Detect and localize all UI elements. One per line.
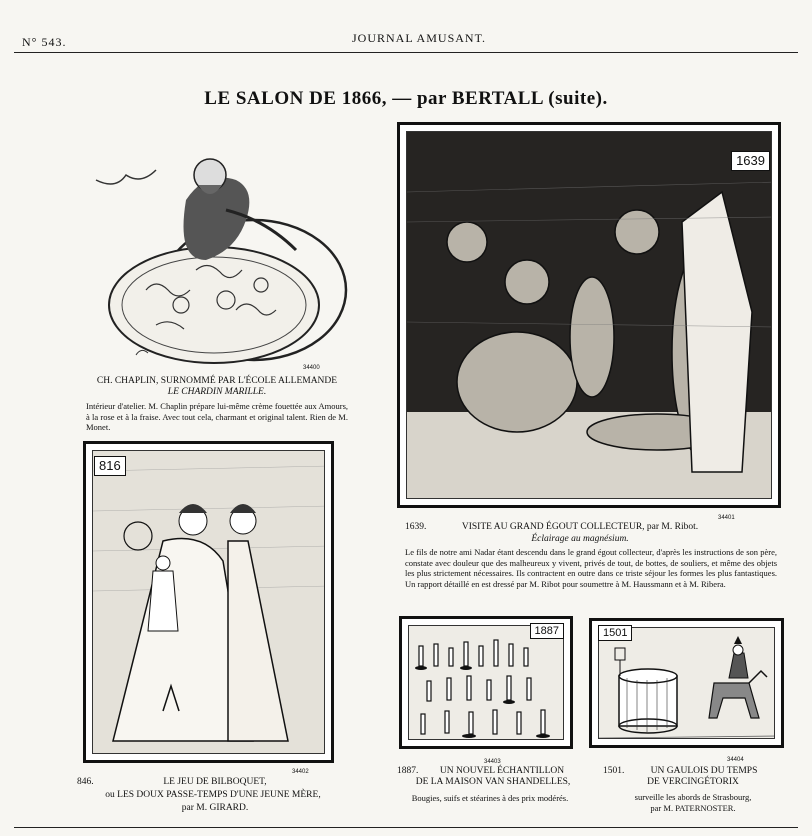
plate-bilboquet-frame [83, 441, 334, 763]
bilboquet-number: 846. [77, 777, 94, 787]
egout-plate-tag: 1639 [731, 151, 770, 171]
egout-caption-title: VISITE AU GRAND ÉGOUT COLLECTEUR, par M. Ribot. [461, 522, 699, 532]
bilboquet-caption-subtitle: ou LES DOUX PASSE-TEMPS D'UNE JEUNE MÈRE, [105, 790, 321, 800]
footer-rule [14, 827, 798, 828]
plate-chandelles-illustration [409, 626, 564, 740]
gaulois-caption-title: UN GAULOIS DU TEMPS [650, 766, 758, 776]
plate-chaplin-illustration [86, 140, 348, 366]
journal-title: JOURNAL AMUSANT. [352, 31, 487, 45]
chaplin-caption-title: CH. CHAPLIN, SURNOMMÉ PAR L'ÉCOLE ALLEMANDE [96, 376, 338, 386]
chaplin-engraver-number: 34400 [303, 365, 320, 371]
chaplin-caption-subtitle: LE CHARDIN MARILLE. [167, 387, 267, 397]
plate-gaulois-frame [589, 618, 784, 748]
gaulois-caption-subtitle: DE VERCINGÉTORIX [647, 777, 739, 787]
chandelles-number: 1887. [397, 766, 419, 776]
egout-caption-subtitle: Éclairage au magnésium. [531, 534, 629, 544]
page-title: LE SALON DE 1866, — par BERTALL (suite). [204, 88, 608, 109]
gaulois-description: surveille les abords de Strasbourg, [634, 792, 752, 802]
egout-engraver-number: 34401 [718, 515, 735, 521]
chandelles-caption-subtitle: DE LA MAISON VAN SHANDELLES, [415, 777, 571, 787]
chandelles-plate-tag: 1887 [530, 623, 564, 639]
chandelles-caption-title: UN NOUVEL ÉCHANTILLON [439, 766, 565, 776]
chaplin-description: Intérieur d'atelier. M. Chaplin prépare lui-même crème fouettée aux Amours, à la rose et à la fraise. Avec tout cela, charmant et original talent. Rien de M. Monet. [86, 401, 348, 432]
plate-chandelles-frame [399, 616, 573, 749]
bilboquet-engraver-number: 34402 [292, 769, 309, 775]
gaulois-credit: par M. PATERNOSTER. [650, 803, 736, 813]
egout-description: Le fils de notre ami Nadar étant descendu dans le grand égout collecteur, d'après les instructions de son père, constate avec douleur que des malheureux y vivent, privés de tout, de bottes, de souliers, et même des objets les plus strictement nécessaires. Ils contractent en outre dans ce triste séjour les formes les plus fantastiques. Un rapport détaillé en est dressé par M. Ribot pour soumettre à M. Haussmann et à M. Ribera. [405, 547, 777, 589]
page-number: N° 543. [22, 35, 67, 49]
egout-number: 1639. [405, 522, 427, 532]
gaulois-number: 1501. [603, 766, 625, 776]
gaulois-engraver-number: 34404 [727, 757, 744, 763]
plate-egout-illustration [407, 132, 772, 499]
chandelles-description: Bougies, suifs et stéarines à des prix modérés. [411, 793, 569, 803]
bilboquet-credit: par M. GIRARD. [181, 803, 249, 813]
chandelles-engraver-number: 34403 [484, 759, 501, 765]
plate-gaulois-illustration [599, 628, 775, 739]
bilboquet-caption-title: LE JEU DE BILBOQUET, [163, 777, 267, 787]
plate-egout-frame [397, 122, 781, 508]
header-rule [14, 52, 798, 53]
gaulois-plate-tag: 1501 [598, 625, 632, 641]
bilboquet-plate-tag: 816 [94, 456, 126, 476]
plate-bilboquet-illustration [93, 451, 325, 754]
